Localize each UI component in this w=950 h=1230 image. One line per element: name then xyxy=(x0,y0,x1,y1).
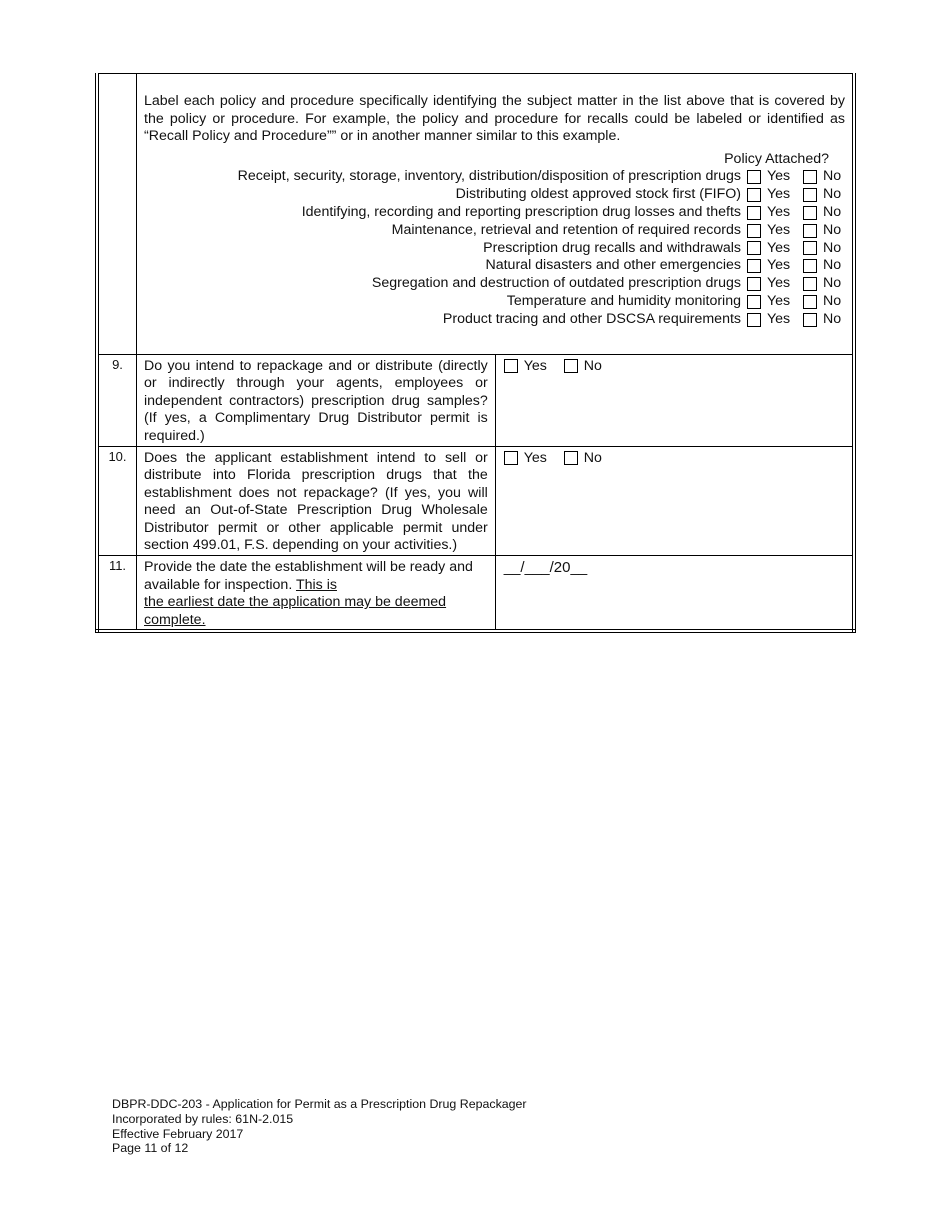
question-9-text: Do you intend to repackage and or distribute (directly or indirectly through your agents, employees or independent contractors) prescription drug samples? (If yes, a Complimentary Drug Distributor permit is required.) xyxy=(137,354,496,446)
policy-yes-checkbox[interactable] xyxy=(747,295,761,309)
policy-label: Maintenance, retrieval and retention of required records xyxy=(391,221,741,238)
yes-label: Yes xyxy=(767,168,791,185)
policy-label: Distributing oldest approved stock first (FIFO) xyxy=(455,186,741,203)
policy-yes-checkbox[interactable] xyxy=(747,206,761,220)
policy-row xyxy=(144,275,845,293)
policy-row xyxy=(144,222,845,240)
question-11-text xyxy=(137,556,496,632)
no-label: No xyxy=(823,310,842,327)
policy-no-checkbox[interactable] xyxy=(803,313,817,327)
question-number: 10. xyxy=(97,446,137,556)
q10-yes-checkbox[interactable] xyxy=(504,451,518,465)
yes-label: Yes xyxy=(767,221,791,238)
policy-row xyxy=(144,186,845,204)
policy-label: Temperature and humidity monitoring xyxy=(506,293,741,310)
policy-no-checkbox[interactable] xyxy=(803,206,817,220)
policy-no-checkbox[interactable] xyxy=(803,295,817,309)
footer-effective-date: Effective February 2017 xyxy=(112,1126,244,1141)
policy-yes-checkbox[interactable] xyxy=(747,259,761,273)
yes-label: Yes xyxy=(767,239,791,256)
footer-page-number: Page 11 of 12 xyxy=(112,1141,189,1156)
policy-yes-checkbox[interactable] xyxy=(747,241,761,255)
no-label: No xyxy=(583,449,602,466)
no-label: No xyxy=(823,186,842,203)
question-10-answer xyxy=(495,446,854,556)
question-11-underlined-1: This is xyxy=(295,576,337,593)
question-11-underlined-2: the earliest date the application may be deemed complete. xyxy=(144,594,447,628)
policy-row xyxy=(144,240,845,258)
policy-row xyxy=(144,204,845,222)
no-label: No xyxy=(823,204,842,221)
policy-label: Segregation and destruction of outdated prescription drugs xyxy=(371,275,741,292)
footer-form-title: DBPR-DDC-203 - Application for Permit as a Prescription Drug Repackager xyxy=(112,1097,527,1111)
policy-attached-header: Policy Attached? xyxy=(724,150,829,167)
policy-list xyxy=(144,168,845,328)
policy-no-checkbox[interactable] xyxy=(803,224,817,238)
question-10-row xyxy=(97,446,854,556)
policy-label: Product tracing and other DSCSA requirements xyxy=(442,310,741,327)
policy-intro-text: Label each policy and procedure specifically identifying the subject matter in the list above that is covered by the policy or procedure. For example, the policy and procedure for recalls could be labeled or identified as “Recall Policy and Procedure”” or in another manner similar to this example. xyxy=(144,93,845,145)
footer-rules: Incorporated by rules: 61N-2.015 xyxy=(112,1111,294,1126)
policy-label: Prescription drug recalls and withdrawals xyxy=(483,239,741,256)
question-9-answer xyxy=(495,354,854,446)
question-number: 11. xyxy=(97,556,137,632)
yes-label: Yes xyxy=(523,357,547,374)
yes-label: Yes xyxy=(767,293,791,310)
application-form-table xyxy=(95,73,856,633)
policy-yes-checkbox[interactable] xyxy=(747,224,761,238)
policy-row xyxy=(144,311,845,329)
row-number-empty xyxy=(97,74,137,355)
policy-label: Identifying, recording and reporting prescription drug losses and thefts xyxy=(301,204,741,221)
question-number: 9. xyxy=(97,354,137,446)
policy-no-checkbox[interactable] xyxy=(803,188,817,202)
policy-section-cell xyxy=(137,74,855,355)
policy-no-checkbox[interactable] xyxy=(803,170,817,184)
policy-label: Natural disasters and other emergencies xyxy=(485,257,741,274)
no-label: No xyxy=(583,357,602,374)
policy-no-checkbox[interactable] xyxy=(803,241,817,255)
policy-row xyxy=(144,168,845,186)
no-label: No xyxy=(823,293,842,310)
yes-label: Yes xyxy=(523,449,547,466)
policy-yes-checkbox[interactable] xyxy=(747,170,761,184)
q10-no-checkbox[interactable] xyxy=(564,451,578,465)
q9-yes-checkbox[interactable] xyxy=(504,359,518,373)
question-11-text-plain: Provide the date the establishment will be ready and available for inspection. xyxy=(144,559,473,593)
question-11-answer xyxy=(495,556,854,632)
policy-no-checkbox[interactable] xyxy=(803,259,817,273)
policy-yes-checkbox[interactable] xyxy=(747,313,761,327)
policy-no-checkbox[interactable] xyxy=(803,277,817,291)
yes-label: Yes xyxy=(767,257,791,274)
no-label: No xyxy=(823,239,842,256)
policy-yes-checkbox[interactable] xyxy=(747,188,761,202)
question-10-text: Does the applicant establishment intend to sell or distribute into Florida prescription drugs that the establishment does not repackage? (If yes, you will need an Out-of-State Prescription Drug Wholesale Distributor permit or other applicable permit under section 499.01, F.S. depending on your activities.) xyxy=(137,446,496,556)
no-label: No xyxy=(823,257,842,274)
yes-label: Yes xyxy=(767,204,791,221)
inspection-date-field[interactable]: __/___/20__ xyxy=(503,559,588,577)
yes-label: Yes xyxy=(767,186,791,203)
policy-yes-checkbox[interactable] xyxy=(747,277,761,291)
page-footer xyxy=(112,1097,527,1156)
question-9-row xyxy=(97,354,854,446)
no-label: No xyxy=(823,168,842,185)
policy-row xyxy=(144,293,845,311)
no-label: No xyxy=(823,275,842,292)
policy-label: Receipt, security, storage, inventory, distribution/disposition of prescription drugs xyxy=(237,168,741,185)
policy-section-row xyxy=(97,74,854,355)
no-label: No xyxy=(823,221,842,238)
yes-label: Yes xyxy=(767,275,791,292)
question-11-row xyxy=(97,556,854,632)
q9-no-checkbox[interactable] xyxy=(564,359,578,373)
policy-row xyxy=(144,257,845,275)
yes-label: Yes xyxy=(767,310,791,327)
